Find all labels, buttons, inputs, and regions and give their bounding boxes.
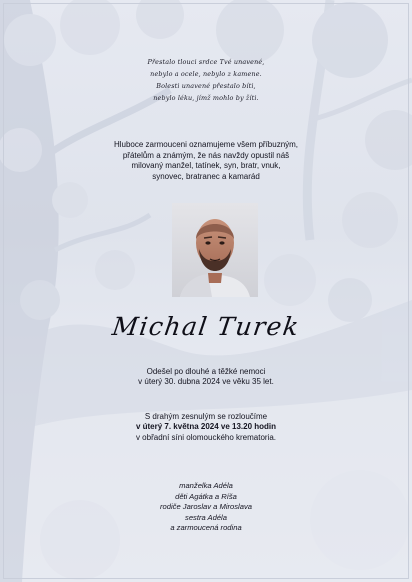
poem-line: Přestalo tlouci srdce Tvé unavené,	[147, 58, 265, 66]
funeral-intro: S drahým zesnulým se rozloučíme	[144, 412, 268, 421]
death-notice	[0, 367, 412, 388]
deceased-name: Michal Turek	[110, 312, 302, 341]
family-line: děti Agátka a Ríša	[175, 491, 237, 501]
announcement-line: synovec, bratranec a kamarád	[152, 171, 260, 181]
announcement-line: přátelům a známým, že nás navždy opustil náš	[122, 150, 290, 160]
announcement-text	[0, 140, 412, 182]
deceased-portrait-photo	[172, 203, 258, 297]
poem-line: nebylo léku, jímž mohlo by žíti.	[153, 94, 259, 102]
poem-line: Bolesti unavené přestalo bíti,	[156, 82, 256, 90]
death-notice-line: Odešel po dlouhé a těžké nemoci	[146, 367, 266, 376]
family-line: sestra Adéla	[185, 512, 227, 522]
announcement-line: milovaný manžel, tatínek, syn, bratr, vnuk,	[131, 161, 281, 171]
family-line: rodiče Jaroslav a Miroslava	[159, 502, 252, 512]
family-line: manželka Adéla	[179, 481, 233, 490]
funeral-details	[0, 412, 412, 443]
family-signatures	[0, 481, 412, 534]
funeral-date-time: v úterý 7. května 2024 ve 13.20 hodin	[135, 422, 277, 432]
funeral-place: v obřadní síni olomouckého krematoria.	[135, 432, 277, 442]
family-line: a zarmoucená rodina	[170, 523, 242, 533]
announcement-line: Hluboce zarmouceni oznamujeme všem příbuzným,	[113, 140, 299, 149]
memorial-poem	[0, 56, 412, 104]
poem-line: nebylo a ocele, nebylo z kamene.	[150, 70, 262, 78]
death-notice-line: v úterý 30. dubna 2024 ve věku 35 let.	[138, 377, 274, 387]
